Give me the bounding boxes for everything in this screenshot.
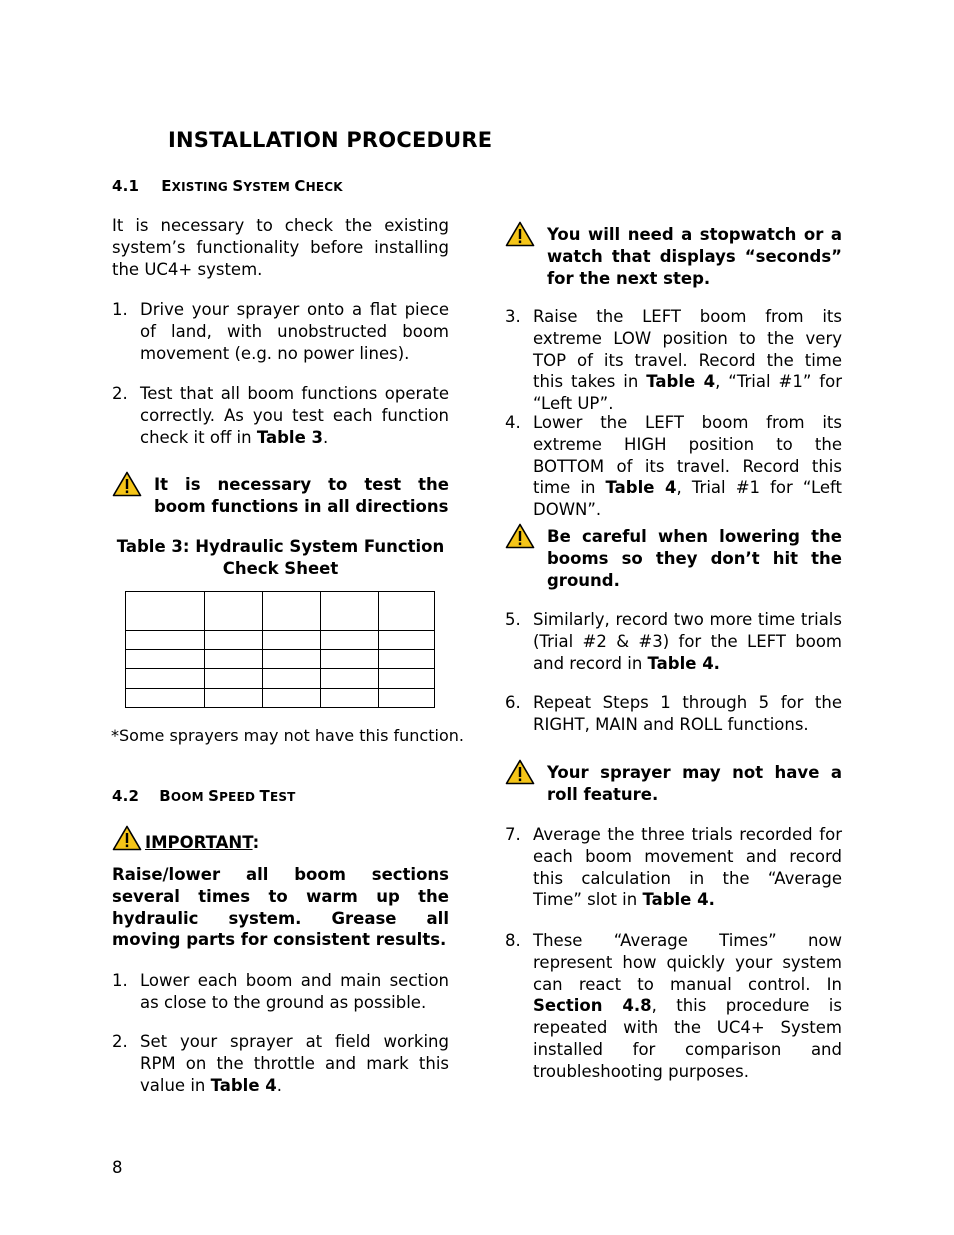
step-text: Drive your sprayer onto a flat piece of land, with unobstructed boom movement (e.g. no power lines). (140, 300, 449, 363)
step-number: 2. (112, 1032, 128, 1051)
warning-text: You will need a stopwatch or a watch that displays “seconds” for the next step. (547, 225, 842, 288)
list-item (505, 306, 842, 414)
heading-smallcaps: XISTING (171, 180, 233, 194)
table-cell (321, 649, 379, 668)
page-title: INSTALLATION PROCEDURE (168, 128, 493, 152)
step-number: 7. (505, 825, 521, 844)
table-cell (205, 669, 263, 688)
step-text: Raise the LEFT boom from its extreme LOW position to the very TOP of its travel. Record the time this takes in Table 4, “Trial #1” for “Left UP”. (533, 307, 842, 414)
heading-letter: E (161, 177, 172, 195)
step-text: Repeat Steps 1 through 5 for the RIGHT, MAIN and ROLL functions. (533, 693, 842, 734)
table-cell (321, 669, 379, 688)
warning-icon (505, 759, 535, 785)
list-item (112, 1031, 449, 1097)
step-number: 1. (112, 971, 128, 990)
section-4-2-heading (112, 786, 296, 809)
list-item (112, 383, 449, 449)
step-text: Lower each boom and main section as close to the ground as possible. (140, 971, 449, 1012)
step-number: 3. (505, 307, 521, 326)
list-item (505, 824, 842, 912)
table-cell (263, 669, 321, 688)
table-cell (263, 688, 321, 707)
step-text: These “Average Times” now represent how quickly your system can react to manual control. In Section 4.8, this procedure is repeated with the UC4+ System installed for comparison and troubleshooting purposes. (533, 931, 842, 1081)
heading-smallcaps: YSTEM (243, 180, 295, 194)
list-item (112, 970, 449, 1014)
important-colon: : (252, 833, 260, 852)
table-cell (126, 630, 205, 649)
table-cell (126, 592, 205, 631)
list-item (505, 412, 842, 520)
table-cell (263, 649, 321, 668)
important-label: IMPORTANT (145, 833, 253, 852)
heading-letter: S (232, 177, 244, 195)
step-number: 4. (505, 413, 521, 432)
table-cell (379, 649, 435, 668)
warning-note (112, 474, 449, 520)
step-number: 1. (112, 300, 128, 319)
section-4-1-heading (112, 176, 343, 199)
heading-letter: S (208, 787, 220, 805)
step-number: 6. (505, 693, 521, 712)
warning-note (505, 762, 842, 806)
table-cell (205, 688, 263, 707)
warning-icon (112, 471, 142, 497)
caption-line: Table 3: Hydraulic System Function (116, 537, 445, 556)
table-cell (126, 688, 205, 707)
warning-icon (505, 523, 535, 549)
list-item (112, 299, 449, 365)
page-number: 8 (112, 1158, 123, 1177)
list-item (505, 609, 842, 675)
warning-note (505, 224, 842, 290)
warning-text: Be careful when lowering the booms so they don’t hit the ground. (547, 527, 842, 590)
table-row (126, 649, 435, 668)
step-text: Test that all boom functions operate correctly. As you test each function check it off in Table 3. (140, 384, 449, 447)
heading-letter: T (259, 787, 270, 805)
table-cell (205, 630, 263, 649)
table-cell (263, 630, 321, 649)
table-caption (112, 536, 449, 580)
table-row (126, 630, 435, 649)
table-cell (263, 592, 321, 631)
table-cell (126, 669, 205, 688)
table-cell (379, 630, 435, 649)
table-cell (379, 669, 435, 688)
intro-paragraph: It is necessary to check the existing system’s functionality before installing the UC4+ system. (112, 216, 449, 279)
list-item (505, 692, 842, 736)
warning-icon (505, 221, 535, 247)
table-cell (205, 649, 263, 668)
table-cell (205, 592, 263, 631)
table-cell (126, 649, 205, 668)
step-text: Lower the LEFT boom from its extreme HIGH position to the BOTTOM of its travel. Record this time in Table 4, Trial #1 for “Left DOWN”. (533, 413, 842, 520)
step-number: 2. (112, 384, 128, 403)
table-cell (379, 688, 435, 707)
heading-letter: B (159, 787, 171, 805)
warning-text: It is necessary to test the boom functions in all directions (154, 475, 449, 516)
heading-smallcaps: EST (269, 790, 296, 804)
footnote (111, 725, 464, 747)
table-row (126, 688, 435, 707)
table-row (126, 592, 435, 631)
table-cell (379, 592, 435, 631)
step-text: Set your sprayer at field working RPM on the throttle and mark this value in Table 4. (140, 1032, 449, 1095)
warning-note (505, 526, 842, 592)
section-number: 4.2 (112, 787, 140, 805)
section-number: 4.1 (112, 177, 140, 195)
heading-letter: C (294, 177, 306, 195)
caption-line: Check Sheet (222, 558, 339, 578)
heading-smallcaps: HECK (305, 180, 343, 194)
footnote-text: Some sprayers may not have this function. (119, 726, 464, 745)
table-row (126, 669, 435, 688)
table-cell (321, 630, 379, 649)
warning-icon (112, 825, 142, 851)
step-number: 8. (505, 931, 521, 950)
step-text: Similarly, record two more time trials (Trial #2 & #3) for the LEFT boom and record in Table 4. (533, 610, 842, 673)
footnote-marker: * (111, 726, 119, 745)
step-text: Average the three trials recorded for each boom movement and record this calculation in the “Average Time” slot in Table 4. (533, 825, 842, 910)
step-number: 5. (505, 610, 521, 629)
table-cell (321, 688, 379, 707)
important-text: Raise/lower all boom sections several times to warm up the hydraulic system. Grease all moving parts for consistent results. (112, 865, 449, 950)
check-sheet-table (125, 591, 435, 708)
list-item (505, 930, 842, 1081)
heading-smallcaps: OOM (170, 790, 209, 804)
warning-text: Your sprayer may not have a roll feature. (547, 763, 842, 804)
table-cell (321, 592, 379, 631)
heading-smallcaps: PEED (219, 790, 260, 804)
important-callout (112, 829, 449, 855)
